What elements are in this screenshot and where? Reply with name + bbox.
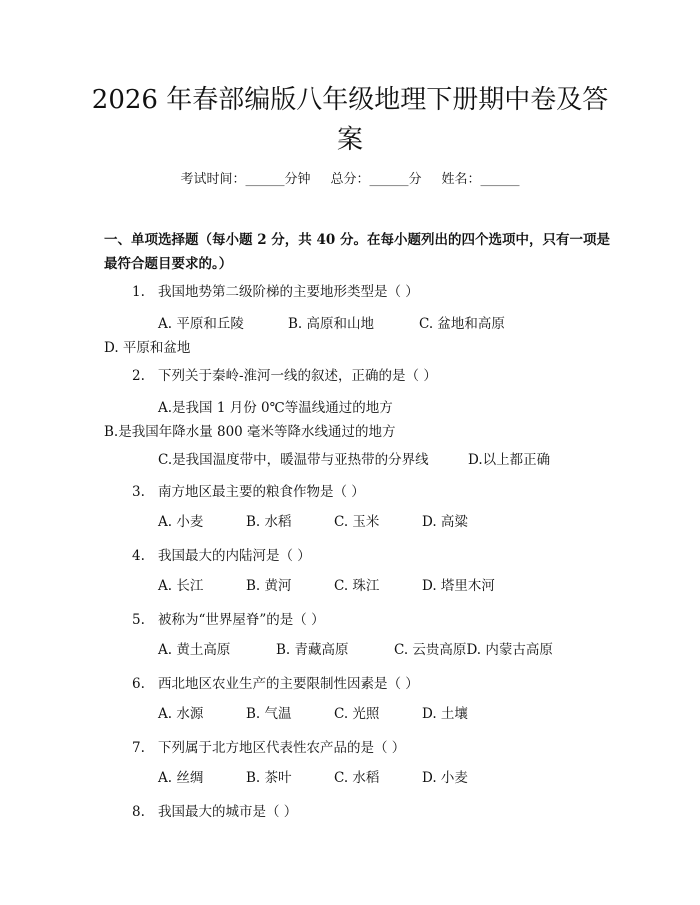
option-a: A. 小麦 [158,514,204,530]
question-5 [132,610,325,630]
question-5-options [104,638,604,662]
question-3 [132,482,365,502]
option-a: A. 平原和丘陵 [158,316,244,332]
option-d: D. 塔里木河 [422,578,495,594]
question-6 [132,674,419,694]
option-b: B. 黄河 [246,578,292,594]
question-8 [132,802,297,822]
question-text: 下列关于秦岭-淮河一线的叙述，正确的是（ ） [158,368,437,384]
option-d: D. 内蒙古高原 [466,642,553,658]
question-3-options [104,510,604,534]
question-2-options-cd [104,448,604,472]
question-4-options [104,574,604,598]
question-7-options [104,766,604,790]
option-b: B. 茶叶 [246,770,292,786]
option-d: D. 小麦 [422,770,468,786]
exam-meta [0,168,700,187]
question-1-options [104,312,604,360]
option-d: D.以上都正确 [468,452,551,468]
question-text: 南方地区最主要的粮食作物是（ ） [158,484,365,500]
question-number: 2. [132,368,145,384]
option-a: A. 水源 [158,706,204,722]
question-number: 3. [132,484,145,500]
total-score-field: 总分：______分 [330,172,422,187]
question-4 [132,546,311,566]
option-b: B. 青藏高原 [276,642,349,658]
option-a: A.是我国 1 月份 0℃等温线通过的地方 [158,400,393,416]
option-d: D. 平原和盆地 [104,340,191,356]
question-text: 下列属于北方地区代表性农产品的是（ ） [158,740,406,756]
option-c: C.是我国温度带中，暖温带与亚热带的分界线 [158,452,429,468]
section-heading: 一、单项选择题（每小题 2 分，共 40 分。在每小题列出的四个选项中，只有一项是最符合题目要求的。） [104,232,610,272]
option-b: B.是我国年降水量 800 毫米等降水线通过的地方 [104,424,396,440]
name-field: 姓名：______ [441,172,520,187]
option-c: C. 珠江 [334,578,380,594]
option-d: D. 土壤 [422,706,468,722]
question-text: 我国地势第二级阶梯的主要地形类型是（ ） [158,284,419,300]
question-text: 我国最大的内陆河是（ ） [158,548,311,564]
option-a: A. 黄土高原 [158,642,231,658]
page-title: 2026 年春部编版八年级地理下册期中卷及答案 [91,85,609,155]
question-number: 5. [132,612,145,628]
option-a: A. 丝绸 [158,770,204,786]
question-number: 4. [132,548,145,564]
question-number: 1. [132,284,145,300]
question-2-options-ab [104,396,604,444]
question-number: 8. [132,804,145,820]
question-number: 7. [132,740,145,756]
question-1 [132,282,419,302]
option-c: C. 盆地和高原 [419,316,505,332]
question-2 [132,366,437,386]
option-a: A. 长江 [158,578,204,594]
option-c: C. 玉米 [334,514,380,530]
question-7 [132,738,405,758]
option-c: C. 云贵高原 [394,642,467,658]
question-number: 6. [132,676,145,692]
question-text: 被称为“世界屋脊”的是（ ） [158,612,325,628]
question-text: 西北地区农业生产的主要限制性因素是（ ） [158,676,419,692]
option-b: B. 气温 [246,706,292,722]
option-c: C. 水稻 [334,770,380,786]
option-d: D. 高粱 [422,514,468,530]
option-b: B. 水稻 [246,514,292,530]
question-6-options [104,702,604,726]
option-b: B. 高原和山地 [288,316,375,332]
option-c: C. 光照 [334,706,380,722]
exam-time-field: 考试时间：______分钟 [180,172,311,187]
question-text: 我国最大的城市是（ ） [158,804,298,820]
